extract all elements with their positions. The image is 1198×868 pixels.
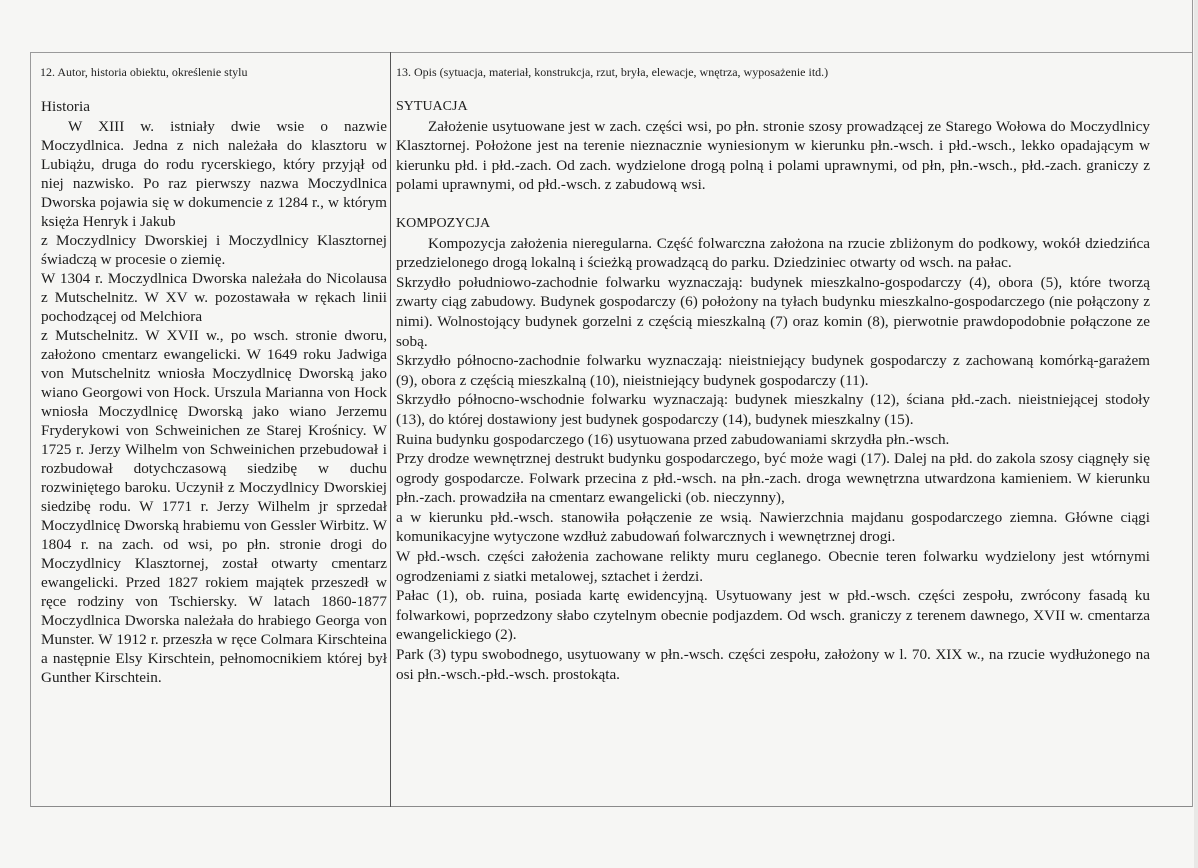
section-spacer: [396, 195, 1150, 214]
right-rule: [1192, 0, 1193, 807]
history-column: [41, 97, 387, 687]
description-column: [396, 97, 1150, 684]
history-paragraph: z Moczydlnicy Dworskiej i Moczydlnicy Klasztornej świadczą w procesie o ziemię.: [41, 232, 387, 268]
composition-paragraph: Park (3) typu swobodnego, usytuowany w płn.-wsch. części zespołu, założony w l. 70. XIX w., na rzucie wydłużonego na osi płn.-wsch.-płd.-wsch. prostokąta.: [396, 646, 1150, 683]
left-rule: [30, 52, 31, 807]
history-paragraph: W 1304 r. Moczydlnica Dworska należała do Nicolausa z Mutschelnitz. W XV w. pozostawała w rękach linii pochodzącej od Melchiora: [41, 270, 387, 325]
composition-paragraph: Przy drodze wewnętrznej destrukt budynku gospodarczego, być może wagi (17). Dalej na płd. do zakola szosy ciągnęły się ogrody gospodarcze. Folwark przecina z płd.-wsch. na płn.-zach. droga wewnętrzna utwardzona kamieniem. W kierunku płn.-zach. prowadziła na cmentarz ewangelicki (ob. nieczynny),: [396, 450, 1150, 507]
left-column-header: 12. Autor, historia obiektu, określenie stylu: [40, 65, 248, 79]
history-paragraph: W XIII w. istniały dwie wsie o nazwie Moczydlnica. Jedna z nich należała do klasztoru w Lubiążu, druga do rodu rycerskiego, który przyjął od niej nazwisko. Po raz pierwszy nazwa Moczydlnica Dworska pojawia się w dokumencie z 1284 r., w którym księża Henryk i Jakub: [41, 118, 387, 230]
composition-paragraph: Skrzydło południowo-zachodnie folwarku wyznaczają: budynek mieszkalno-gospodarczy (4), obora (5), które tworzą zwarty ciąg zabudowy. Budynek gospodarczy (6) położony na tyłach budynku mieszkalno-gospodarczego (nie połączony z nimi). Wolnostojący budynek gorzelni z częścią mieszkalną (7) oraz komin (8), pierwotnie prawdopodobnie połączone ze sobą.: [396, 273, 1150, 350]
scan-edge: [1194, 0, 1198, 868]
top-rule: [30, 52, 1192, 53]
situation-heading: SYTUACJA: [396, 99, 468, 114]
composition-paragraph: Skrzydło północno-zachodnie folwarku wyznaczają: nieistniejący budynek gospodarczy z zachowaną komórką-garażem (9), obora z częścią mieszkalną (10), nieistniejący budynek gospodarczy (11).: [396, 352, 1150, 389]
composition-paragraph: Kompozycja założenia nieregularna. Część folwarczna założona na rzucie zbliżonym do podkowy, wokół dziedzińca przedzielonego drogą lokalną i ścieżką prowadzącą do parku. Dziedziniec otwarty od wsch. na pałac.: [396, 234, 1150, 272]
composition-paragraph: Skrzydło północno-wschodnie folwarku wyznaczają: budynek mieszkalny (12), ściana płd.-zach. nieistniejącej stodoły (13), do której dostawiony jest budynek gospodarczy (14), budynek mieszkalny (15).: [396, 391, 1150, 428]
history-heading: Historia: [41, 98, 90, 115]
column-divider: [390, 52, 391, 807]
composition-paragraph: Pałac (1), ob. ruina, posiada kartę ewidencyjną. Usytuowany jest w płd.-wsch. części zespołu, zwrócony fasadą ku folwarkowi, poprzedzony słabo czytelnym obecnie podjazdem. Od wsch. graniczy z terenem dawnego, XVII w. cmentarza ewangelickiego (2).: [396, 587, 1150, 644]
situation-paragraph: Założenie usytuowane jest w zach. części wsi, po płn. stronie szosy prowadzącej ze Starego Wołowa do Moczydlnicy Klasztornej. Położone jest na terenie nieznacznie wyniesionym w kierunku płn.-wsch. i płd.-wsch., lekko opadającym w kierunku płd. i płd.-zach. Od zach. wydzielone drogą polną i polami uprawnymi, od płn, płn.-wsch., płd.-zach. graniczy z polami uprawnymi, od płd.-wsch. z zabudową wsi.: [396, 117, 1150, 194]
right-column-header: 13. Opis (sytuacja, materiał, konstrukcja, rzut, bryła, elewacje, wnętrza, wyposażenie itd.): [396, 65, 829, 79]
composition-paragraph: a w kierunku płd.-wsch. stanowiła połączenie ze wsią. Nawierzchnia majdanu gospodarczego ziemna. Główne ciągi komunikacyjne wytyczone wzdłuż zabudowań folwarcznych i wewnętrznej drogi.: [396, 508, 1150, 546]
bottom-rule: [30, 806, 1192, 807]
history-paragraph: z Mutschelnitz. W XVII w., po wsch. stronie dworu, założono cmentarz ewangelicki. W 1649 roku Jadwiga von Mutschelnitz wniosła Moczydlnicę Dworską jako wiano Georgowi von Hock. Urszula Marianna von Hock wniosła Moczydlnicę Dworską jako wiano Jerzemu Fryderykowi von Schweinichen ze Starej Krośnicy. W 1725 r. Jerzy Wilhelm von Schweinichen przebudował i rozbudował dotychczasową siedzibę w duchu rozwiniętego baroku. Uczynił z Moczydlnicy Dworskiej siedzibę rodu. W 1771 r. Jerzy Wilhelm jr sprzedał Moczydlnicę Dworską hrabiemu von Gessler Wirbitz. W 1804 r. na zach. od wsi, po płn. stronie drogi do Moczydlnicy Klasztornej, został otwarty cmentarz ewangelicki. Przed 1827 rokiem majątek przeszedł w ręce rodziny von Tschiersky. W latach 1860-1877 Moczydlnica Dworska należała do hrabiego Georga von Munster. W 1912 r. przeszła w ręce Colmara Kirschteina a następnie Elsy Kirschtein, pełnomocnikiem której był Gunther Kirschtein.: [41, 327, 387, 686]
composition-heading: KOMPOZYCJA: [396, 215, 491, 231]
composition-paragraph: Ruina budynku gospodarczego (16) usytuowana przed zabudowaniami skrzydła płn.-wsch.: [396, 430, 950, 448]
composition-paragraph: W płd.-wsch. części założenia zachowane relikty muru ceglanego. Obecnie teren folwarku wydzielony jest wtórnymi ogrodzeniami z siatki metalowej, sztachet i żerdzi.: [396, 548, 1150, 585]
